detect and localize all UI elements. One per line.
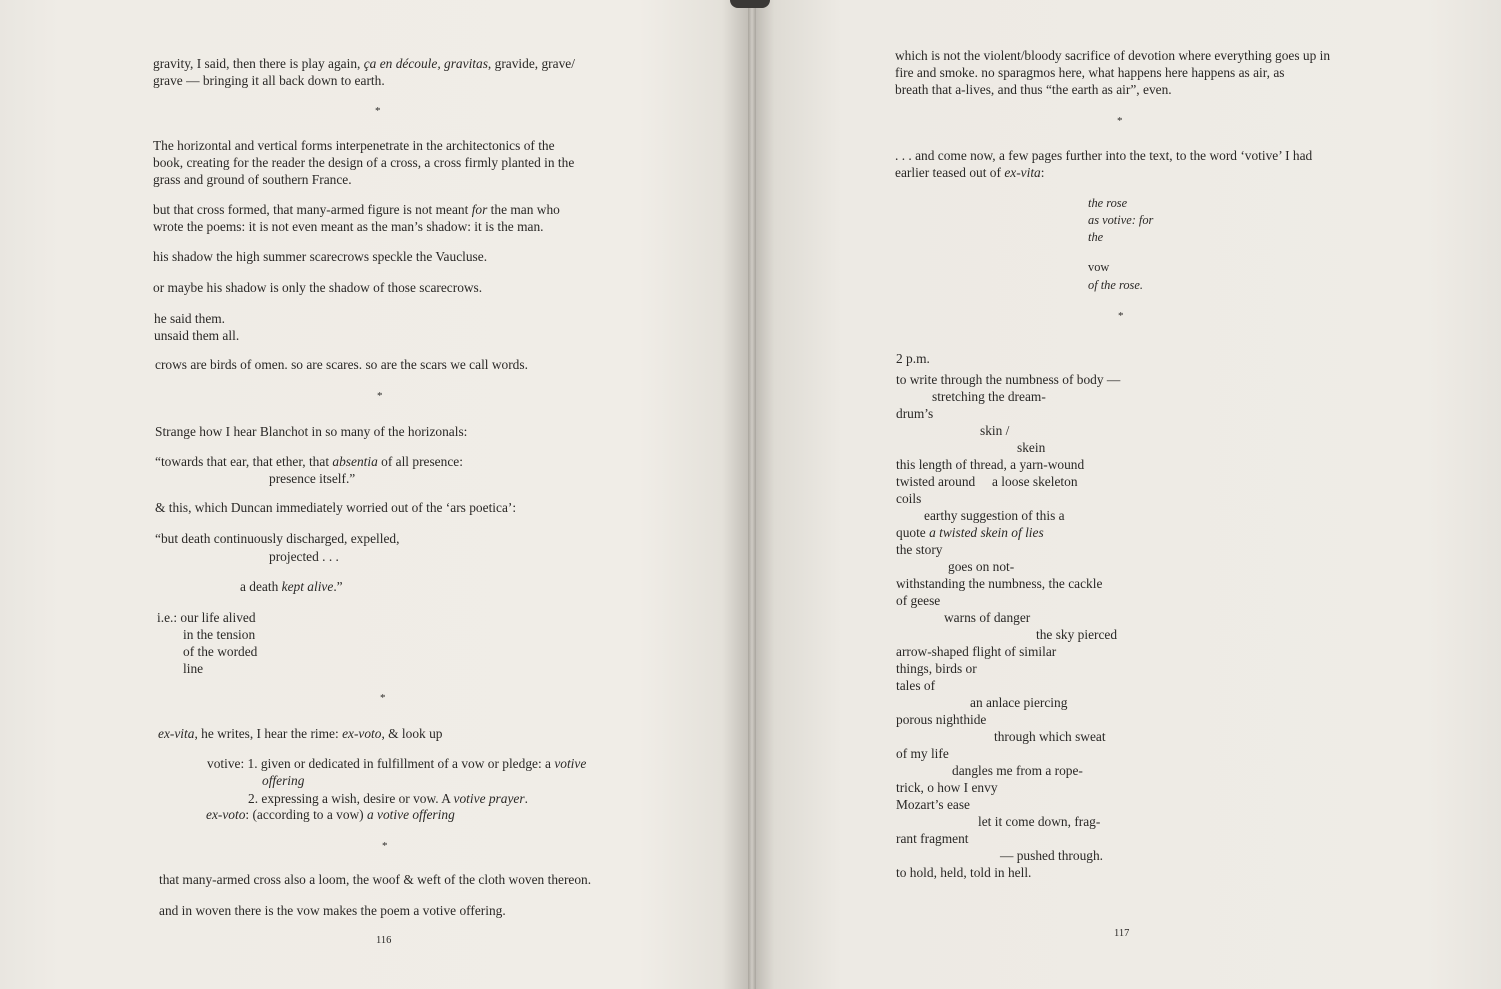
paragraph-blanchot: Strange how I hear Blanchot in so many of the horizonals: <box>155 424 468 439</box>
section-separator: * <box>377 390 383 402</box>
paragraph-horizontal-line3: grass and ground of southern France. <box>153 172 352 187</box>
quote-duncan-line1: “but death continuously discharged, expelled, <box>155 531 400 546</box>
poem-line: things, birds or <box>896 661 977 676</box>
poem-rose-line3: the <box>1088 230 1104 244</box>
paragraph-duncan: & this, which Duncan immediately worried out of the ‘ars poetica’: <box>155 500 517 515</box>
paragraph-loom: that many-armed cross also a loom, the woof & weft of the cloth woven thereon. <box>159 872 592 887</box>
paragraph-woven: and in woven there is the vow makes the poem a votive offering. <box>159 903 506 918</box>
time-heading: 2 p.m. <box>896 351 930 366</box>
book-spine-shadow <box>730 0 770 8</box>
poem-line: porous nighthide <box>896 712 987 727</box>
poem-line: of geese <box>896 593 941 608</box>
section-separator: * <box>382 840 388 852</box>
definition-line3: 2. expressing a wish, desire or vow. A votive prayer. <box>248 791 528 806</box>
ie-line4: line <box>183 661 204 676</box>
poem-line: stretching the dream- <box>932 389 1046 404</box>
paragraph-sacrifice-line3: breath that a-lives, and thus “the earth as air”, even. <box>895 82 1172 97</box>
poem-rose-line5: of the rose. <box>1088 278 1143 292</box>
poem-line: trick, o how I envy <box>896 780 998 795</box>
paragraph-cross-line2: wrote the poems: it is not even meant as the man’s shadow: it is the man. <box>153 219 544 234</box>
page-number-right: 117 <box>1114 928 1130 939</box>
paragraph-crows: crows are birds of omen. so are scares. so are the scars we call words. <box>155 357 528 372</box>
paragraph-said-line2: unsaid them all. <box>154 328 240 343</box>
poem-line: of my life <box>896 746 949 761</box>
section-separator: * <box>1117 115 1123 127</box>
paragraph-said-line1: he said them. <box>154 311 226 326</box>
paragraph-sacrifice-line1: which is not the violent/bloody sacrifice of devotion where everything goes up in <box>895 48 1331 63</box>
poem-line: the sky pierced <box>1036 627 1118 642</box>
poem-line: this length of thread, a yarn-wound <box>896 457 1085 472</box>
ie-line3: of the worded <box>183 644 258 659</box>
poem-rose-line2: as votive: for <box>1088 213 1154 227</box>
section-separator: * <box>1118 310 1124 322</box>
book-gutter <box>748 0 756 989</box>
poem-line: a loose skeleton <box>992 474 1078 489</box>
poem-line: quote a twisted skein of lies <box>896 525 1044 540</box>
ie-line2: in the tension <box>183 627 256 642</box>
poem-line: goes on not- <box>948 559 1015 574</box>
definition-line4: ex-voto: (according to a vow) a votive offering <box>206 807 455 822</box>
poem-line: Mozart’s ease <box>896 797 970 812</box>
paragraph-horizontal-line2: book, creating for the reader the design of a cross, a cross firmly planted in the <box>153 155 575 170</box>
poem-line: twisted around <box>896 474 976 489</box>
paragraph-gravity: gravity, I said, then there is play again, ça en découle, gravitas, gravide, grave/ <box>153 56 575 71</box>
ie-line1: i.e.: our life alived <box>157 610 256 625</box>
poem-line: through which sweat <box>994 729 1106 744</box>
right-page <box>752 0 1501 989</box>
poem-line: earthy suggestion of this a <box>924 508 1065 523</box>
quote-duncan-line2: projected . . . <box>269 549 339 564</box>
poem-line: let it come down, frag- <box>978 814 1101 829</box>
poem-line: the story <box>896 542 943 557</box>
paragraph-cross-line1: but that cross formed, that many-armed figure is not meant for the man who <box>153 202 560 217</box>
poem-line: warns of danger <box>944 610 1031 625</box>
paragraph-horizontal-line1: The horizontal and vertical forms interpenetrate in the architectonics of the <box>153 138 555 153</box>
poem-line: to write through the numbness of body — <box>896 372 1121 387</box>
poem-line: arrow-shaped flight of similar <box>896 644 1057 659</box>
poem-line: dangles me from a rope- <box>952 763 1083 778</box>
paragraph-exvita: ex-vita, he writes, I hear the rime: ex-voto, & look up <box>158 726 443 741</box>
paragraph-votive-line2: earlier teased out of ex-vita: <box>895 165 1045 180</box>
definition-line1: votive: 1. given or dedicated in fulfillment of a vow or pledge: a votive <box>207 756 587 771</box>
poem-rose-line1: the rose <box>1088 196 1128 210</box>
section-separator: * <box>375 105 381 117</box>
poem-line: skin / <box>980 423 1010 438</box>
paragraph-scarecrows: or maybe his shadow is only the shadow of those scarecrows. <box>153 280 483 295</box>
paragraph-shadow: his shadow the high summer scarecrows speckle the Vaucluse. <box>153 249 488 264</box>
poem-line: drum’s <box>896 406 934 421</box>
poem-line: tales of <box>896 678 936 693</box>
poem-line: skein <box>1017 440 1046 455</box>
poem-line: coils <box>896 491 922 506</box>
paragraph-votive-line1: . . . and come now, a few pages further into the text, to the word ‘votive’ I had <box>895 148 1313 163</box>
quote-blanchot-line2: presence itself.” <box>269 471 356 486</box>
definition-line2: offering <box>262 773 305 788</box>
poem-line: rant fragment <box>896 831 969 846</box>
poem-line: an anlace piercing <box>970 695 1068 710</box>
paragraph-sacrifice-line2: fire and smoke. no sparagmos here, what happens here happens as air, as <box>895 65 1285 80</box>
page-number-left: 116 <box>376 935 392 946</box>
poem-rose-line4: vow <box>1088 260 1110 274</box>
poem-line: — pushed through. <box>1000 848 1104 863</box>
quote-duncan-line3: a death kept alive.” <box>240 579 343 594</box>
poem-line: to hold, held, told in hell. <box>896 865 1032 880</box>
section-separator: * <box>380 692 386 704</box>
poem-line: withstanding the numbness, the cackle <box>896 576 1103 591</box>
paragraph-gravity-line2: grave — bringing it all back down to earth. <box>153 73 385 88</box>
quote-blanchot-line1: “towards that ear, that ether, that absentia of all presence: <box>155 454 463 469</box>
